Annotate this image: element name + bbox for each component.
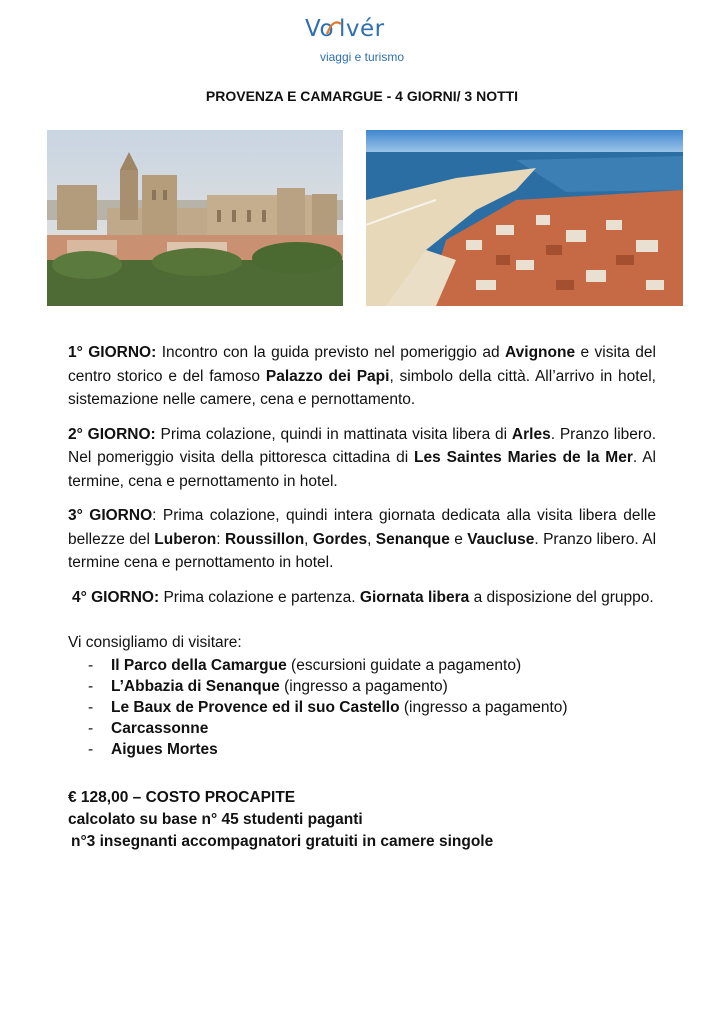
place-name: Le Baux de Provence ed il suo Castello <box>111 698 400 716</box>
day-text: e visita del centro storico e del famoso <box>68 344 656 385</box>
day-label: 2° GIORNO: <box>68 425 156 443</box>
saintes-maries-photo <box>366 130 683 306</box>
cost-teachers: n°3 insegnanti accompagnatori gratuiti in camere singole <box>71 832 494 850</box>
day-text-bold: Giornata libera <box>359 588 470 606</box>
day-text-bold: Roussillon <box>224 530 305 548</box>
day-text: , simbolo della città. All’arrivo in hotel, sistemazione nelle camere, cena e pernottamento. <box>68 367 656 408</box>
day-1 <box>68 341 656 412</box>
day-text: , <box>367 530 376 548</box>
place-name: Carcassonne <box>111 719 209 737</box>
day-2 <box>68 423 656 494</box>
svg-text:lvér: lvér <box>339 16 385 42</box>
day-label: 1° GIORNO: <box>68 344 157 361</box>
list-item <box>68 676 656 697</box>
cost-price: € 128,00 – COSTO PROCAPITE <box>68 788 296 806</box>
day-text: : Prima colazione, quindi intera giornata dedicata alla visita libera delle bellezze del <box>68 507 656 548</box>
day-text-bold: Palazzo dei Papi <box>265 367 390 385</box>
advice-intro: Vi consigliamo di visitare: <box>68 634 242 651</box>
bullet-dash: - <box>88 698 94 716</box>
place-note: (ingresso a pagamento) <box>279 677 448 695</box>
logo-wordmark-graphic <box>303 14 421 42</box>
day-text: : <box>216 530 225 548</box>
day-label: 3° GIORNO <box>68 507 153 524</box>
place-note: (escursioni guidate a pagamento) <box>286 656 522 674</box>
day-text-bold: Les Saintes Maries de la Mer <box>414 449 633 466</box>
cost-section <box>68 787 656 853</box>
day-text-bold: Avignone <box>505 344 576 361</box>
page-title: PROVENZA E CAMARGUE - 4 GIORNI/ 3 NOTTI <box>205 88 519 104</box>
advice-list <box>68 655 656 760</box>
bullet-dash: - <box>88 719 94 737</box>
day-text: . Pranzo libero. Nel pomeriggio visita della pittoresca cittadina di <box>68 425 656 466</box>
day-text: e <box>449 530 468 548</box>
day-text: . Al termine, cena e pernottamento in hotel. <box>68 449 656 490</box>
day-text-bold: Arles <box>511 425 551 443</box>
day-text-bold: Senanque <box>375 530 450 548</box>
day-text: . Pranzo libero. Al termine cena e pernottamento in hotel. <box>68 530 657 571</box>
place-name: Aigues Mortes <box>111 740 218 758</box>
list-item <box>68 697 656 718</box>
day-text: Prima colazione, quindi in mattinata visita libera di <box>155 425 512 443</box>
list-item <box>68 718 656 739</box>
list-item <box>68 739 656 760</box>
day-text: , <box>304 530 313 548</box>
cost-basis: calcolato su base n° 45 studenti paganti <box>68 810 363 828</box>
list-item <box>68 655 656 676</box>
day-4 <box>68 586 656 610</box>
bullet-dash: - <box>88 656 94 674</box>
place-note: (ingresso a pagamento) <box>399 698 568 716</box>
logo-wordmark <box>300 14 424 48</box>
svg-text:Vo: Vo <box>305 16 335 42</box>
day-3 <box>68 504 656 575</box>
day-text: a disposizione del gruppo. <box>469 588 654 606</box>
day-text-bold: Vaucluse <box>467 530 535 548</box>
bullet-dash: - <box>88 740 94 758</box>
itinerary-content <box>68 341 656 853</box>
day-text: Prima colazione e partenza. <box>159 588 360 606</box>
day-text: Incontro con la guida previsto nel pomeriggio ad <box>156 344 506 361</box>
day-text-bold: Gordes <box>312 530 368 548</box>
day-label: 4° GIORNO: <box>72 588 160 606</box>
day-text-bold: Luberon <box>154 530 217 548</box>
logo-subtitle: viaggi e turismo <box>319 50 405 64</box>
avignon-photo <box>47 130 343 306</box>
place-name: L’Abbazia di Senanque <box>111 677 280 695</box>
place-name: Il Parco della Camargue <box>111 656 287 674</box>
company-logo <box>300 14 424 64</box>
bullet-dash: - <box>88 677 94 695</box>
